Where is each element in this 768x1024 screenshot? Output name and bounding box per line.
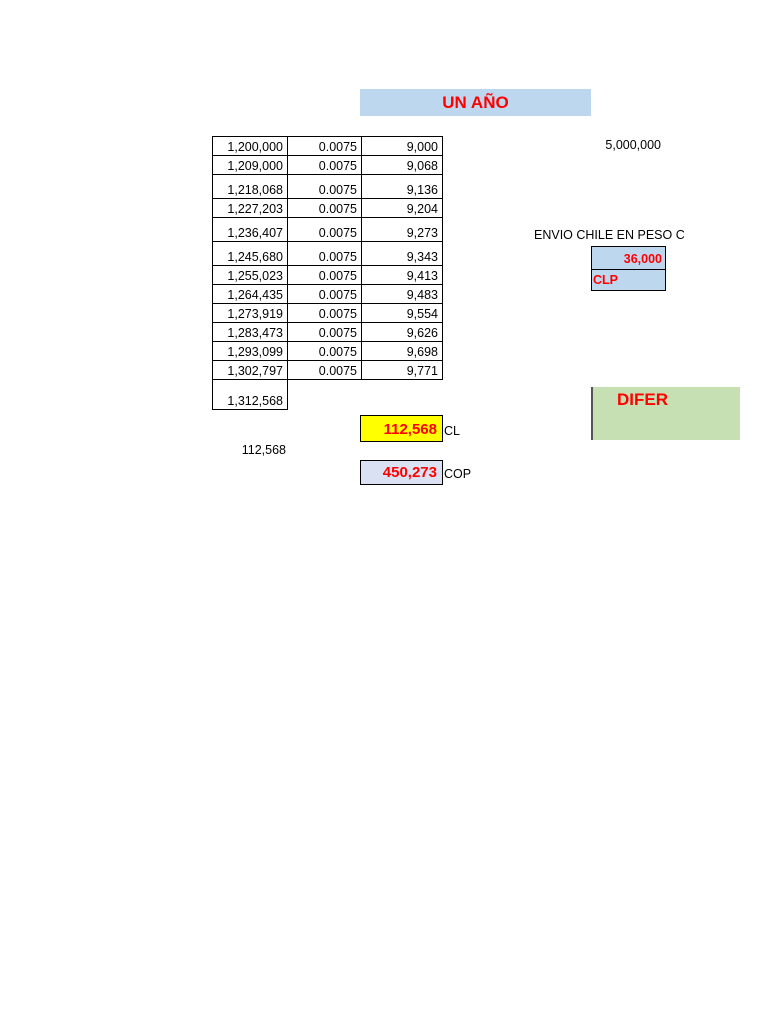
balance-cell[interactable]: 1,218,068 [213, 175, 288, 199]
table-row [213, 380, 443, 410]
rate-cell[interactable]: 0.0075 [288, 323, 362, 342]
rate-cell[interactable]: 0.0075 [288, 175, 362, 199]
sheet-title: UN AÑO [360, 89, 591, 116]
table-row [213, 342, 443, 361]
table-row [213, 266, 443, 285]
table-row [213, 199, 443, 218]
interest-cell[interactable]: 9,204 [362, 199, 443, 218]
interest-cell[interactable]: 9,626 [362, 323, 443, 342]
rate-cell[interactable]: 0.0075 [288, 304, 362, 323]
interest-cell[interactable]: 9,000 [362, 137, 443, 156]
balance-cell[interactable]: 1,293,099 [213, 342, 288, 361]
balance-cell[interactable]: 1,255,023 [213, 266, 288, 285]
rate-cell[interactable]: 0.0075 [288, 137, 362, 156]
difference-label: DIFER [617, 390, 668, 409]
plain-value-cell[interactable]: 112,568 [241, 443, 286, 457]
rate-cell[interactable]: 0.0075 [288, 199, 362, 218]
interest-cell[interactable]: 9,483 [362, 285, 443, 304]
empty-cell [362, 380, 443, 410]
balance-cell[interactable]: 1,245,680 [213, 242, 288, 266]
balance-cell[interactable]: 1,200,000 [213, 137, 288, 156]
envio-value-cell[interactable]: 36,000 [591, 246, 666, 270]
balance-cell[interactable]: 1,227,203 [213, 199, 288, 218]
total-cl-unit: CL [444, 424, 460, 438]
rate-cell[interactable]: 0.0075 [288, 361, 362, 380]
table-row [213, 304, 443, 323]
balance-cell[interactable]: 1,209,000 [213, 156, 288, 175]
table-row [213, 218, 443, 242]
interest-cell[interactable]: 9,136 [362, 175, 443, 199]
rate-cell[interactable]: 0.0075 [288, 285, 362, 304]
table-row [213, 242, 443, 266]
interest-cell[interactable]: 9,698 [362, 342, 443, 361]
total-cop-value[interactable]: 450,273 [360, 460, 443, 485]
total-cl-value[interactable]: 112,568 [360, 415, 443, 442]
rate-cell[interactable]: 0.0075 [288, 266, 362, 285]
balance-cell[interactable]: 1,264,435 [213, 285, 288, 304]
empty-cell [288, 380, 362, 410]
table-row [213, 137, 443, 156]
amount-cell[interactable]: 5,000,000 [605, 138, 661, 152]
table-row [213, 361, 443, 380]
table-row [213, 285, 443, 304]
final-balance-cell[interactable]: 1,312,568 [213, 380, 288, 410]
rate-cell[interactable]: 0.0075 [288, 156, 362, 175]
interest-cell[interactable]: 9,273 [362, 218, 443, 242]
interest-cell[interactable]: 9,554 [362, 304, 443, 323]
envio-label: ENVIO CHILE EN PESO C [534, 228, 685, 242]
table-row [213, 156, 443, 175]
rate-cell[interactable]: 0.0075 [288, 218, 362, 242]
interest-cell[interactable]: 9,771 [362, 361, 443, 380]
envio-unit-cell[interactable]: CLP [591, 270, 666, 291]
interest-cell[interactable]: 9,413 [362, 266, 443, 285]
balance-cell[interactable]: 1,283,473 [213, 323, 288, 342]
difference-box [591, 387, 740, 440]
balance-cell[interactable]: 1,273,919 [213, 304, 288, 323]
table-row [213, 323, 443, 342]
interest-cell[interactable]: 9,068 [362, 156, 443, 175]
rate-cell[interactable]: 0.0075 [288, 342, 362, 361]
interest-cell[interactable]: 9,343 [362, 242, 443, 266]
total-cop-unit: COP [444, 467, 472, 481]
table-row [213, 175, 443, 199]
rate-cell[interactable]: 0.0075 [288, 242, 362, 266]
balance-cell[interactable]: 1,236,407 [213, 218, 288, 242]
balance-cell[interactable]: 1,302,797 [213, 361, 288, 380]
interest-table [212, 136, 443, 410]
